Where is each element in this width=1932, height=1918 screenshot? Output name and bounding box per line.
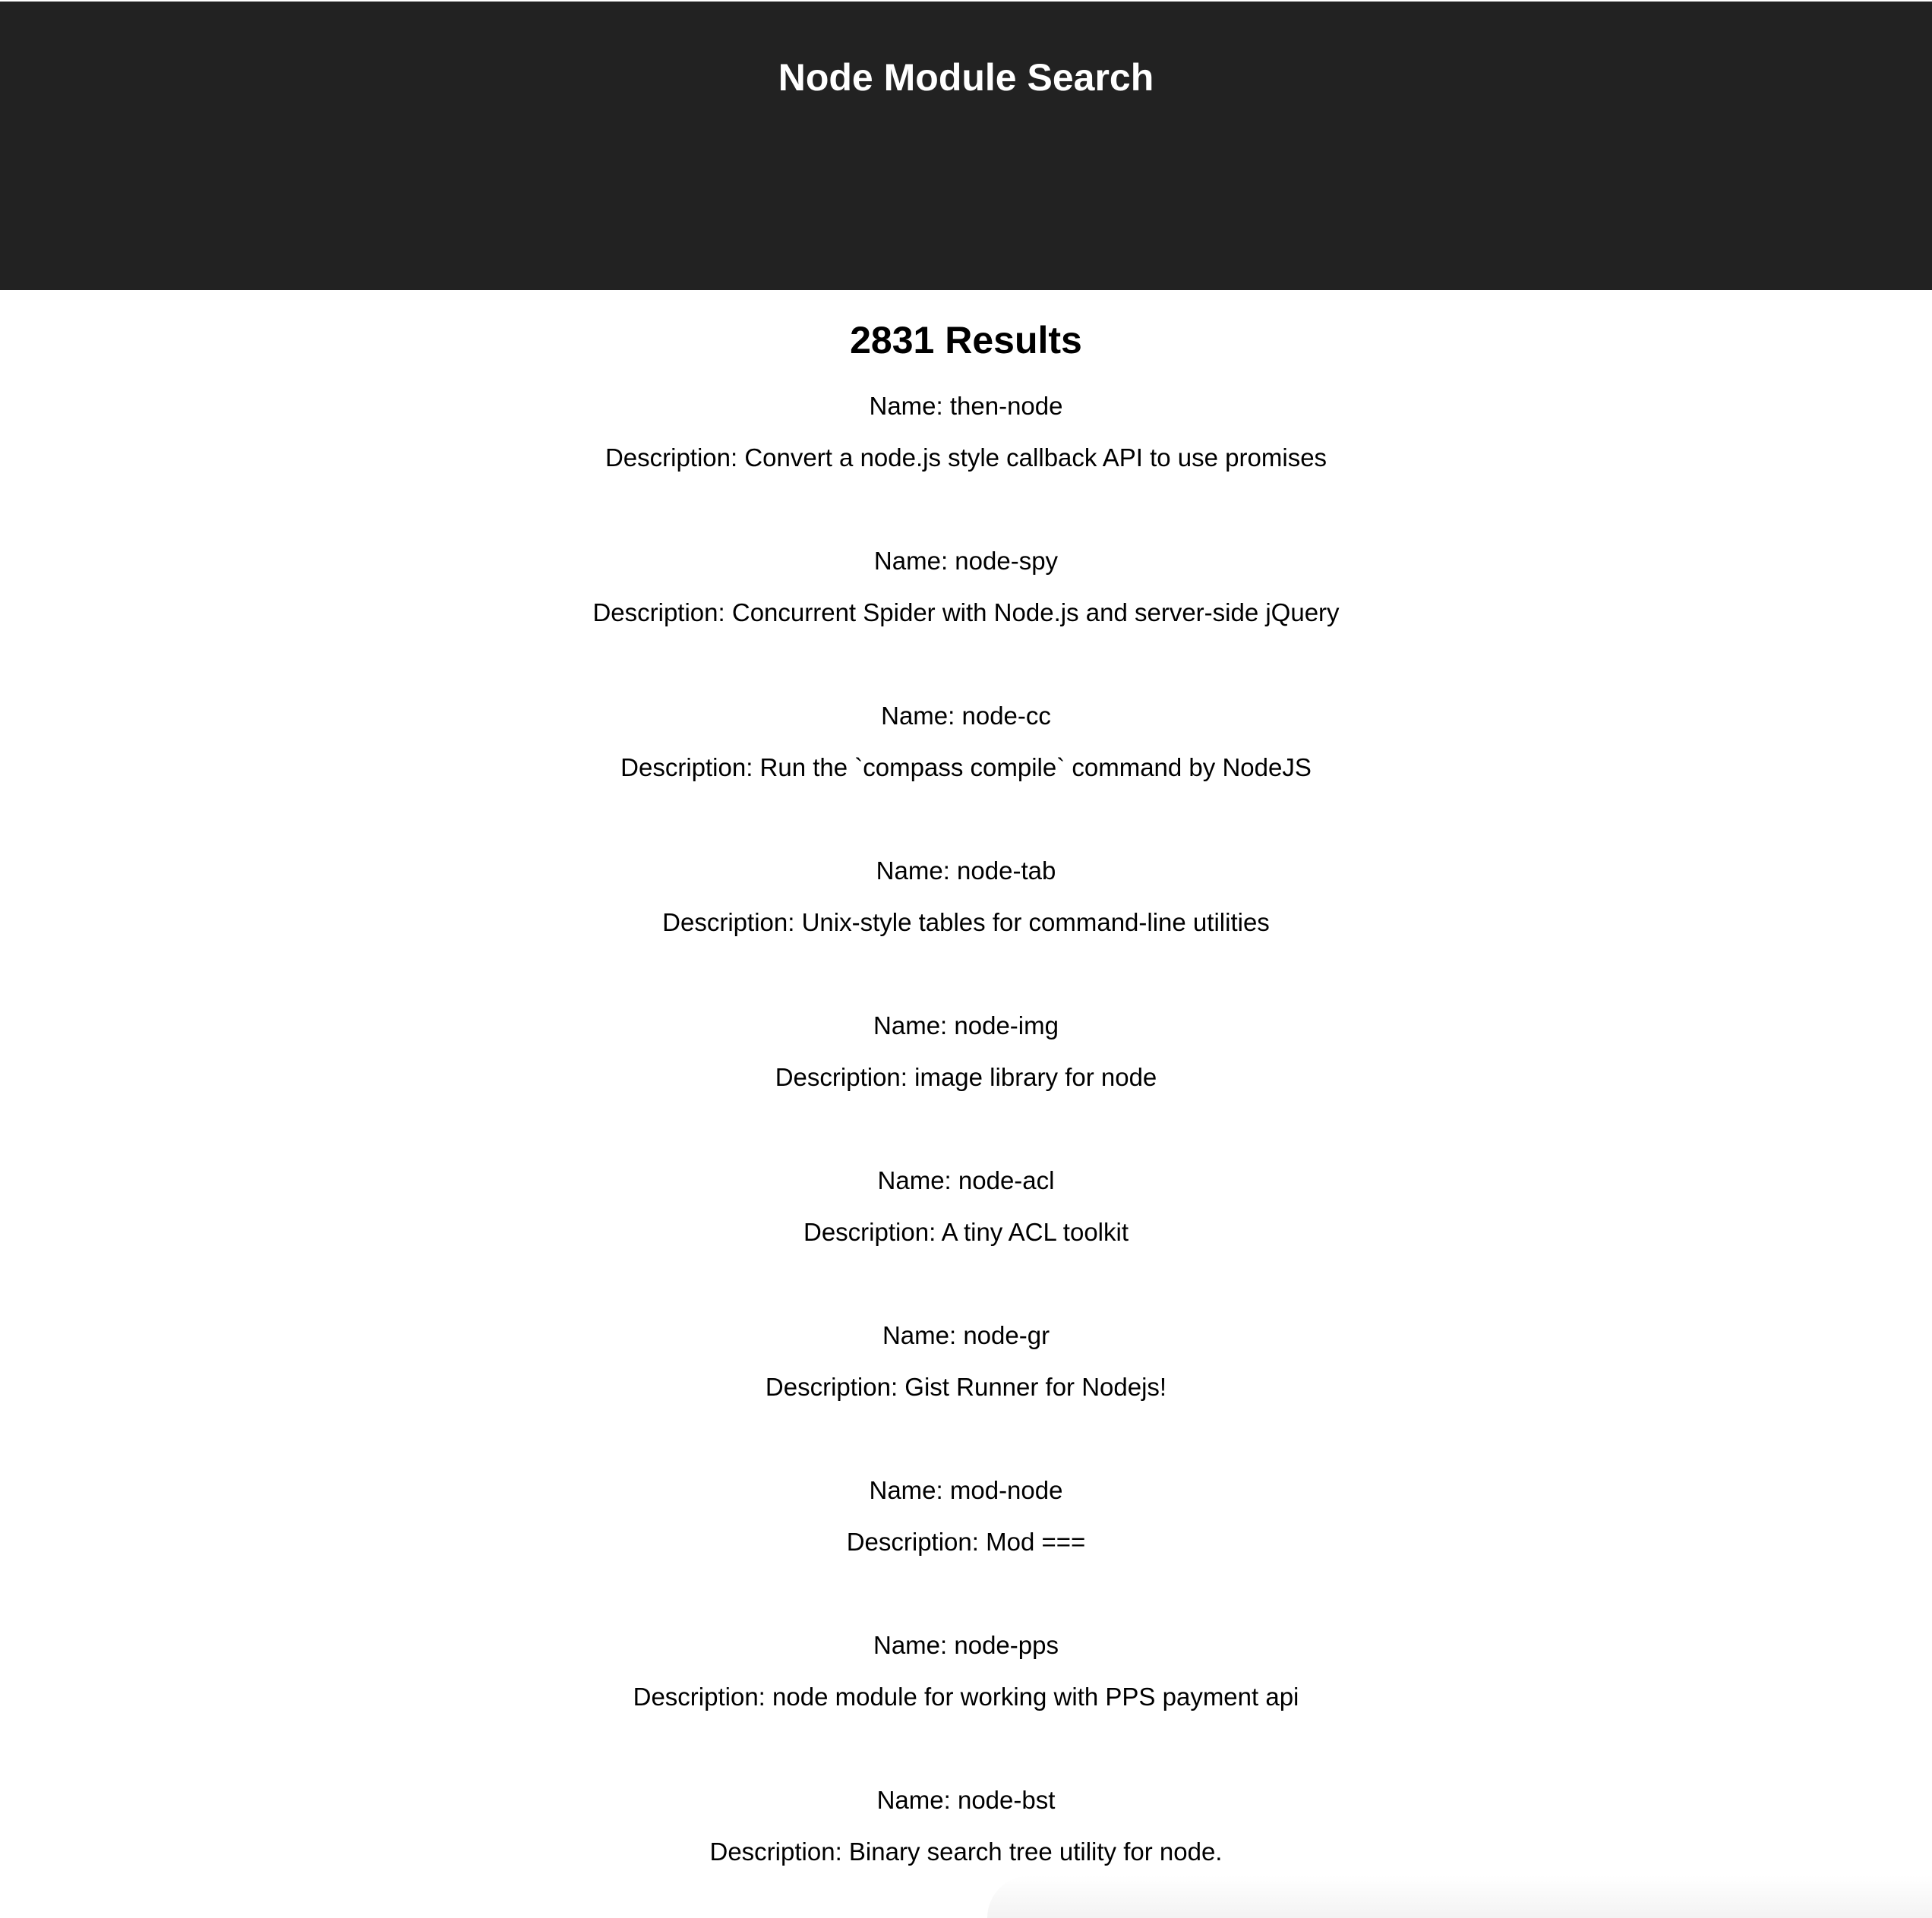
result-description-value: Run the `compass compile` command by NodeJS — [759, 753, 1312, 781]
result-description — [0, 907, 1932, 938]
result-name-label: Name: — [873, 1631, 955, 1659]
result-name-label: Name: — [876, 1786, 958, 1814]
result-description — [0, 443, 1932, 473]
result-name — [0, 391, 1932, 421]
result-description — [0, 1372, 1932, 1402]
result-name — [0, 1011, 1932, 1041]
result-description-value: Convert a node.js style callback API to use promises — [744, 443, 1327, 472]
result-item — [0, 1785, 1932, 1884]
result-item — [0, 1011, 1932, 1109]
result-item — [0, 546, 1932, 645]
result-name — [0, 1320, 1932, 1351]
result-name — [0, 1475, 1932, 1506]
result-description-label: Description: — [605, 443, 745, 472]
result-name — [0, 1630, 1932, 1661]
result-description-value: node module for working with PPS payment api — [772, 1683, 1299, 1711]
result-name — [0, 701, 1932, 731]
result-description — [0, 1837, 1932, 1867]
result-name-label: Name: — [869, 392, 950, 420]
result-description-value: Gist Runner for Nodejs! — [904, 1373, 1167, 1401]
result-description-label: Description: — [633, 1683, 773, 1711]
result-name-value: mod-node — [949, 1476, 1063, 1504]
result-name-value: node-spy — [955, 547, 1059, 575]
result-name-value: then-node — [949, 392, 1063, 420]
result-name-value: node-bst — [957, 1786, 1056, 1814]
result-description — [0, 1527, 1932, 1557]
result-name-value: node-cc — [961, 702, 1051, 730]
result-name-label: Name: — [881, 702, 962, 730]
result-description-label: Description: — [592, 598, 732, 626]
result-description-label: Description: — [765, 1373, 905, 1401]
page-header — [0, 0, 1932, 290]
result-item — [0, 1166, 1932, 1264]
result-description — [0, 752, 1932, 783]
result-item — [0, 1630, 1932, 1729]
result-description-label: Description: — [662, 908, 802, 936]
result-description-label: Description: — [775, 1063, 915, 1091]
result-item — [0, 1320, 1932, 1419]
result-description — [0, 1062, 1932, 1093]
result-item — [0, 701, 1932, 800]
result-description-value: A tiny ACL toolkit — [941, 1218, 1129, 1246]
result-name-label: Name: — [882, 1321, 964, 1349]
result-name-value: node-img — [954, 1011, 1059, 1039]
result-name-label: Name: — [876, 856, 958, 885]
result-name-value: node-tab — [957, 856, 1056, 885]
result-description-value: Mod === — [986, 1528, 1086, 1556]
result-description-value: Concurrent Spider with Node.js and server-side jQuery — [731, 598, 1340, 626]
result-description-value: image library for node — [914, 1063, 1157, 1091]
result-name-value: node-pps — [954, 1631, 1059, 1659]
page-title: Node Module Search — [778, 56, 1154, 99]
result-name — [0, 1166, 1932, 1196]
result-description-label: Description: — [620, 753, 760, 781]
result-item — [0, 856, 1932, 954]
result-name-label: Name: — [873, 547, 955, 575]
result-description-label: Description: — [803, 1218, 942, 1246]
result-description-value: Unix-style tables for command-line utilities — [801, 908, 1270, 936]
result-description — [0, 1217, 1932, 1248]
result-name-value: node-gr — [963, 1321, 1050, 1349]
result-description-value: Binary search tree utility for node. — [848, 1838, 1223, 1866]
result-name-value: node-acl — [958, 1166, 1055, 1194]
result-name — [0, 1785, 1932, 1815]
result-description-label: Description: — [709, 1838, 849, 1866]
results-count-heading: 2831 Results — [850, 319, 1082, 361]
result-name-label: Name: — [877, 1166, 958, 1194]
result-item — [0, 391, 1932, 490]
result-description — [0, 598, 1932, 628]
result-description — [0, 1682, 1932, 1712]
result-description-label: Description: — [846, 1528, 987, 1556]
result-name-label: Name: — [869, 1476, 950, 1504]
result-name-label: Name: — [873, 1011, 955, 1039]
result-name — [0, 856, 1932, 886]
result-name — [0, 546, 1932, 576]
result-item — [0, 1475, 1932, 1574]
